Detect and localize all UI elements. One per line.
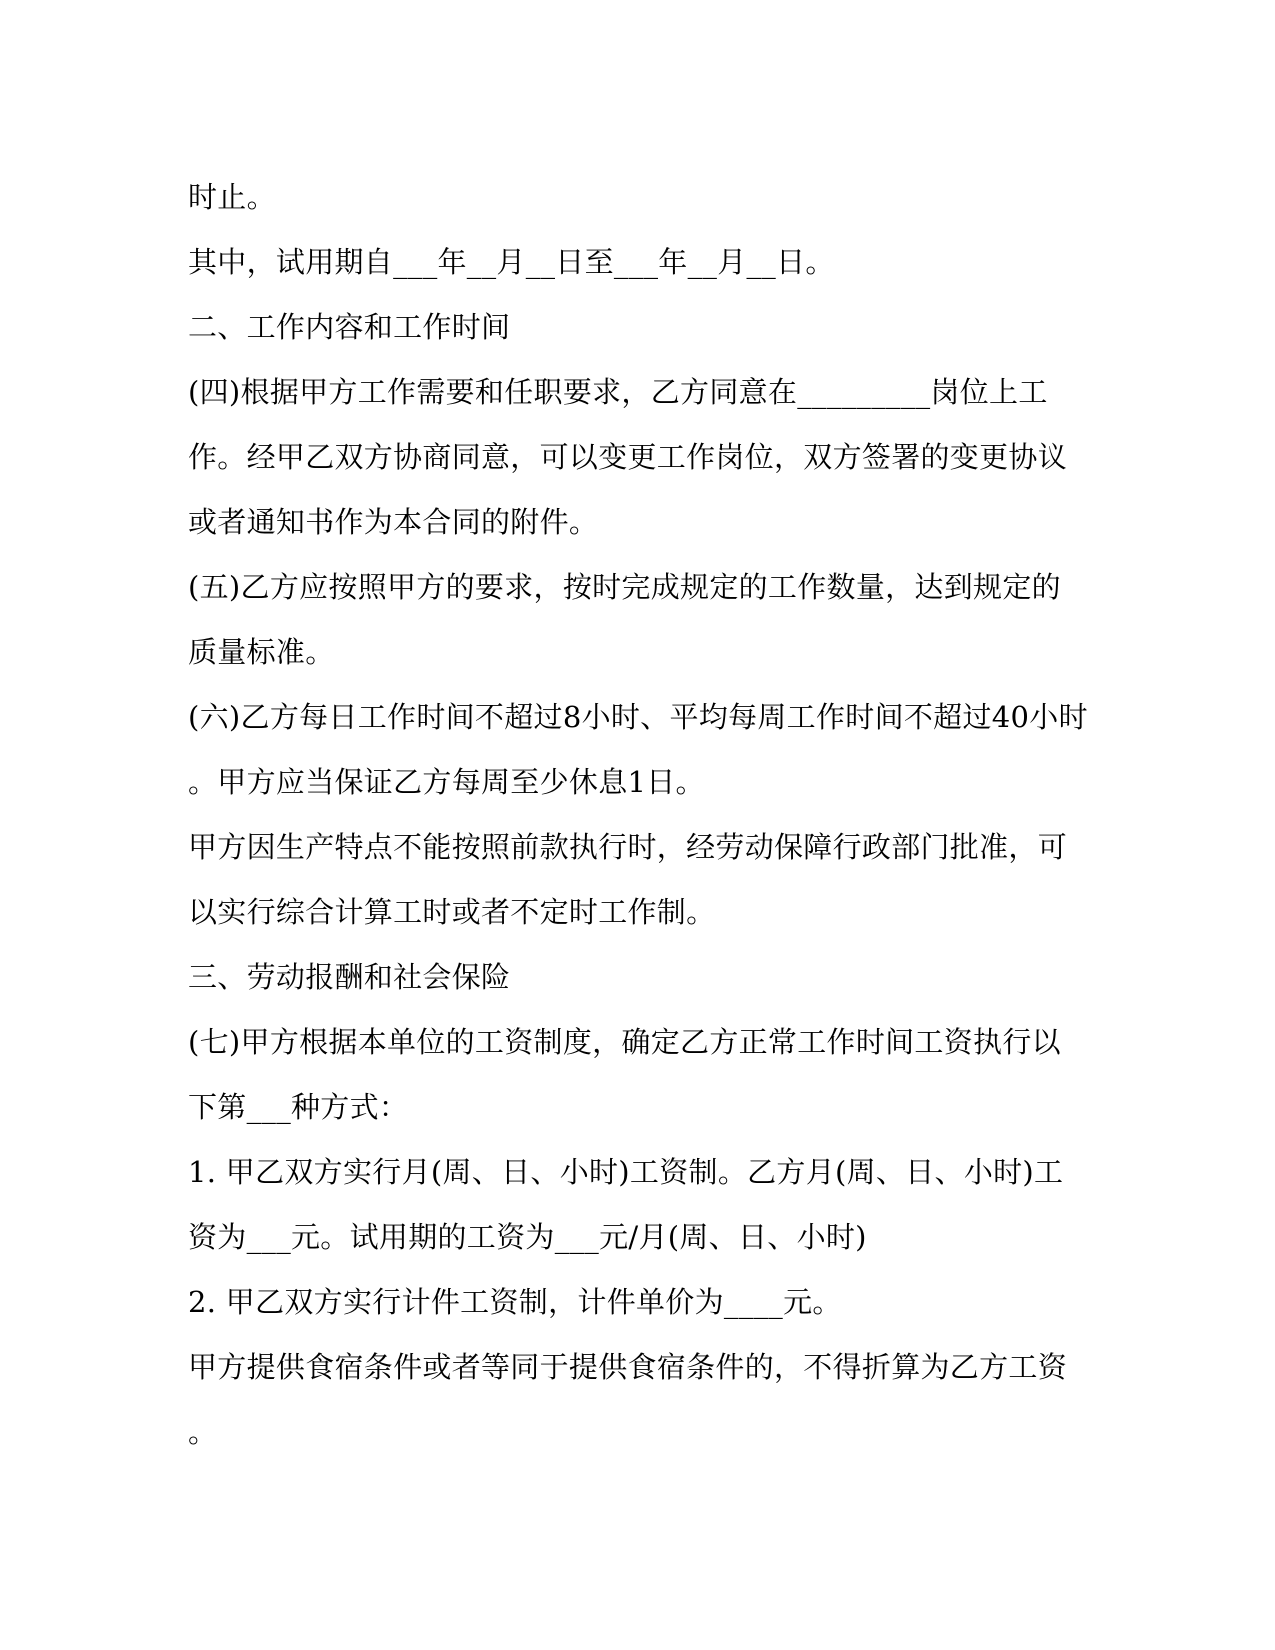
text-line: 。 [188,1415,218,1449]
text-line: 1. 甲乙双方实行月(周、日、小时)工资制。乙方月(周、日、小时)工 [188,1155,1064,1189]
text-line: 其中，试用期自___年__月__日至___年__月__日。 [188,245,835,279]
text-line: (五)乙方应按照甲方的要求，按时完成规定的工作数量，达到规定的 [188,570,1061,604]
text-line: 甲方因生产特点不能按照前款执行时，经劳动保障行政部门批准，可 [188,830,1068,864]
text-line: 作。经甲乙双方协商同意，可以变更工作岗位，双方签署的变更协议 [188,440,1068,474]
text-line: 质量标准。 [188,635,335,669]
text-line: 。甲方应当保证乙方每周至少休息1日。 [188,765,705,799]
text-line: 资为___元。试用期的工资为___元/月(周、日、小时) [188,1220,867,1254]
text-line: 以实行综合计算工时或者不定时工作制。 [188,895,716,929]
section-heading: 二、工作内容和工作时间 [188,310,511,344]
text-line: 下第___种方式： [188,1090,409,1124]
text-line: 甲方提供食宿条件或者等同于提供食宿条件的，不得折算为乙方工资 [188,1350,1068,1384]
text-line: (四)根据甲方工作需要和任职要求，乙方同意在_________岗位上工 [188,375,1048,409]
document-body [188,165,1088,1465]
section-heading: 三、劳动报酬和社会保险 [188,960,511,994]
text-line: 2. 甲乙双方实行计件工资制，计件单价为____元。 [188,1285,842,1319]
text-line: (六)乙方每日工作时间不超过8小时、平均每周工作时间不超过40小时 [188,700,1088,734]
text-line: 时止。 [188,180,276,214]
text-line: 或者通知书作为本合同的附件。 [188,505,599,539]
text-line: (七)甲方根据本单位的工资制度，确定乙方正常工作时间工资执行以 [188,1025,1061,1059]
